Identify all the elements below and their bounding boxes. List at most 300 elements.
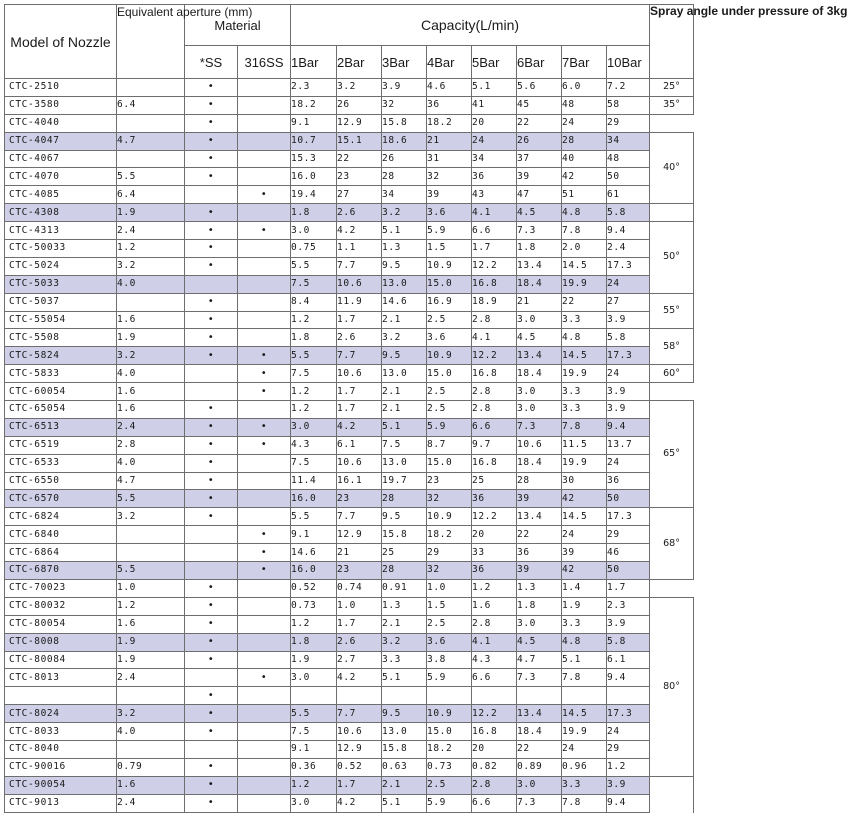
- capacity-cell: 2.8: [472, 615, 517, 633]
- capacity-cell: 1.6: [472, 597, 517, 615]
- capacity-cell: 0.63: [382, 758, 427, 776]
- capacity-cell: 3.3: [562, 776, 607, 794]
- capacity-cell: 3.9: [607, 615, 650, 633]
- model-header: Model of Nozzle: [5, 5, 117, 79]
- capacity-cell: 16.8: [472, 365, 517, 383]
- capacity-cell: 17.3: [607, 257, 650, 275]
- capacity-cell: 28: [382, 168, 427, 186]
- material-316ss-header: 316SS: [238, 46, 291, 79]
- capacity-cell: 4.2: [337, 222, 382, 240]
- model-cell: CTC-6840: [5, 526, 117, 544]
- spray-angle-cell: 68°: [650, 508, 694, 580]
- material-316ss-cell: [238, 490, 291, 508]
- capacity-cell: 21: [517, 293, 562, 311]
- capacity-cell: 11.9: [337, 293, 382, 311]
- capacity-cell: 5.1: [472, 79, 517, 97]
- capacity-cell: 2.7: [337, 651, 382, 669]
- material-316ss-cell: [238, 240, 291, 258]
- capacity-cell: 23: [337, 490, 382, 508]
- material-ss-header: *SS: [185, 46, 238, 79]
- table-row: [5, 132, 694, 150]
- table-row: [5, 204, 694, 222]
- table-row: [5, 257, 694, 275]
- capacity-cell: 9.1: [291, 526, 337, 544]
- capacity-cell: 13.4: [517, 705, 562, 723]
- aperture-cell: 3.2: [117, 257, 185, 275]
- capacity-cell: 32: [427, 490, 472, 508]
- capacity-cell: 43: [472, 186, 517, 204]
- capacity-cell: 3.0: [517, 383, 562, 401]
- capacity-cell: 1.4: [562, 579, 607, 597]
- capacity-cell: 32: [427, 562, 472, 580]
- capacity-cell: 5.9: [427, 222, 472, 240]
- capacity-cell: 5.1: [382, 222, 427, 240]
- material-316ss-cell: [238, 758, 291, 776]
- capacity-cell: [607, 687, 650, 705]
- capacity-cell: 12.9: [337, 740, 382, 758]
- aperture-header: Equivalent aperture (mm): [117, 5, 185, 79]
- capacity-cell: 28: [382, 562, 427, 580]
- capacity-cell: 4.8: [562, 329, 607, 347]
- capacity-cell: 15.8: [382, 526, 427, 544]
- table-row: [5, 526, 694, 544]
- capacity-cell: 1.7: [607, 579, 650, 597]
- capacity-cell: 7.5: [382, 436, 427, 454]
- material-ss-cell: •: [185, 114, 238, 132]
- capacity-cell: 23: [337, 562, 382, 580]
- capacity-cell: 1.0: [337, 597, 382, 615]
- material-316ss-cell: [238, 472, 291, 490]
- aperture-cell: 4.0: [117, 454, 185, 472]
- nozzle-spec-table: [4, 4, 847, 813]
- capacity-cell: 1.2: [291, 615, 337, 633]
- capacity-cell: 24: [607, 454, 650, 472]
- capacity-cell: 7.8: [562, 418, 607, 436]
- pressure-header: 7Bar: [562, 46, 607, 79]
- capacity-cell: 3.0: [291, 418, 337, 436]
- material-ss-cell: [185, 275, 238, 293]
- aperture-cell: [117, 114, 185, 132]
- aperture-cell: [117, 544, 185, 562]
- aperture-cell: 1.2: [117, 597, 185, 615]
- aperture-cell: 2.8: [117, 436, 185, 454]
- capacity-cell: 18.4: [517, 723, 562, 741]
- material-ss-cell: •: [185, 293, 238, 311]
- aperture-cell: 1.9: [117, 329, 185, 347]
- capacity-cell: 0.75: [291, 240, 337, 258]
- material-ss-cell: •: [185, 79, 238, 97]
- material-316ss-cell: [238, 114, 291, 132]
- capacity-cell: 11.4: [291, 472, 337, 490]
- capacity-cell: 9.1: [291, 740, 337, 758]
- capacity-cell: 0.36: [291, 758, 337, 776]
- capacity-cell: 29: [607, 114, 650, 132]
- aperture-cell: 6.4: [117, 96, 185, 114]
- table-row: [5, 472, 694, 490]
- material-316ss-cell: [238, 96, 291, 114]
- capacity-cell: 3.2: [382, 329, 427, 347]
- capacity-cell: 23: [427, 472, 472, 490]
- model-cell: CTC-6824: [5, 508, 117, 526]
- material-ss-cell: •: [185, 436, 238, 454]
- capacity-cell: 2.6: [337, 633, 382, 651]
- capacity-cell: 5.1: [382, 794, 427, 812]
- material-ss-cell: •: [185, 705, 238, 723]
- material-316ss-cell: [238, 257, 291, 275]
- capacity-cell: 18.4: [517, 275, 562, 293]
- capacity-cell: 1.8: [291, 329, 337, 347]
- material-ss-cell: •: [185, 150, 238, 168]
- table-row: [5, 544, 694, 562]
- capacity-cell: 22: [517, 114, 562, 132]
- capacity-cell: 61: [607, 186, 650, 204]
- capacity-cell: 12.2: [472, 705, 517, 723]
- material-316ss-cell: [238, 508, 291, 526]
- capacity-cell: 9.4: [607, 418, 650, 436]
- table-row: [5, 669, 694, 687]
- capacity-cell: [472, 687, 517, 705]
- material-ss-cell: •: [185, 418, 238, 436]
- capacity-cell: 26: [337, 96, 382, 114]
- model-cell: CTC-8033: [5, 723, 117, 741]
- capacity-cell: 12.2: [472, 347, 517, 365]
- aperture-cell: 5.5: [117, 168, 185, 186]
- material-ss-cell: [185, 669, 238, 687]
- capacity-cell: 1.8: [291, 204, 337, 222]
- capacity-cell: 3.0: [517, 401, 562, 419]
- capacity-cell: 4.8: [562, 633, 607, 651]
- material-ss-cell: •: [185, 311, 238, 329]
- capacity-cell: 7.7: [337, 347, 382, 365]
- capacity-cell: 1.7: [472, 240, 517, 258]
- capacity-cell: 9.5: [382, 257, 427, 275]
- capacity-cell: 36: [607, 472, 650, 490]
- aperture-cell: 4.0: [117, 723, 185, 741]
- aperture-cell: 6.4: [117, 186, 185, 204]
- capacity-cell: 13.4: [517, 347, 562, 365]
- material-316ss-cell: [238, 311, 291, 329]
- material-ss-cell: [185, 383, 238, 401]
- model-cell: CTC-3580: [5, 96, 117, 114]
- capacity-cell: 4.7: [517, 651, 562, 669]
- capacity-cell: 4.1: [472, 633, 517, 651]
- model-cell: CTC-2510: [5, 79, 117, 97]
- aperture-cell: 4.0: [117, 365, 185, 383]
- aperture-cell: 4.7: [117, 472, 185, 490]
- capacity-cell: 13.0: [382, 454, 427, 472]
- capacity-cell: 1.9: [562, 597, 607, 615]
- model-cell: CTC-5037: [5, 293, 117, 311]
- capacity-cell: 13.0: [382, 365, 427, 383]
- capacity-cell: 24: [562, 526, 607, 544]
- capacity-cell: 15.3: [291, 150, 337, 168]
- capacity-cell: 18.2: [427, 114, 472, 132]
- capacity-cell: 46: [607, 544, 650, 562]
- capacity-cell: 22: [517, 740, 562, 758]
- capacity-cell: 32: [382, 96, 427, 114]
- capacity-cell: 24: [607, 275, 650, 293]
- capacity-cell: 39: [517, 562, 562, 580]
- material-316ss-cell: •: [238, 436, 291, 454]
- material-316ss-cell: [238, 329, 291, 347]
- capacity-cell: 1.1: [337, 240, 382, 258]
- pressure-header: 10Bar: [607, 46, 650, 79]
- table-row: [5, 186, 694, 204]
- capacity-cell: 2.5: [427, 311, 472, 329]
- capacity-cell: 9.1: [291, 114, 337, 132]
- capacity-cell: 50: [607, 490, 650, 508]
- capacity-cell: 22: [337, 150, 382, 168]
- capacity-cell: 4.5: [517, 329, 562, 347]
- capacity-cell: 2.1: [382, 776, 427, 794]
- capacity-cell: 1.7: [337, 615, 382, 633]
- capacity-cell: 5.5: [291, 508, 337, 526]
- aperture-cell: 1.6: [117, 383, 185, 401]
- table-row: [5, 597, 694, 615]
- capacity-cell: 8.4: [291, 293, 337, 311]
- capacity-cell: 39: [517, 490, 562, 508]
- aperture-cell: [117, 150, 185, 168]
- capacity-cell: 26: [382, 150, 427, 168]
- material-316ss-cell: [238, 204, 291, 222]
- capacity-cell: 14.5: [562, 257, 607, 275]
- capacity-cell: 3.0: [291, 794, 337, 812]
- table-row: [5, 293, 694, 311]
- capacity-cell: 0.89: [517, 758, 562, 776]
- spray-angle-cell: 60°: [650, 365, 694, 383]
- capacity-cell: 1.2: [472, 579, 517, 597]
- material-316ss-cell: [238, 723, 291, 741]
- capacity-cell: 10.9: [427, 508, 472, 526]
- table-row: [5, 96, 694, 114]
- capacity-cell: 39: [427, 186, 472, 204]
- model-cell: CTC-65054: [5, 401, 117, 419]
- pressure-header: 1Bar: [291, 46, 337, 79]
- capacity-cell: 41: [472, 96, 517, 114]
- capacity-cell: 3.2: [382, 204, 427, 222]
- capacity-cell: 10.6: [337, 275, 382, 293]
- capacity-cell: 15.0: [427, 365, 472, 383]
- material-316ss-cell: [238, 776, 291, 794]
- capacity-cell: 33: [472, 544, 517, 562]
- spray-angle-cell: 65°: [650, 401, 694, 508]
- capacity-cell: 18.2: [427, 740, 472, 758]
- aperture-cell: [117, 526, 185, 544]
- capacity-cell: 7.8: [562, 794, 607, 812]
- capacity-cell: 1.8: [517, 240, 562, 258]
- model-cell: CTC-6533: [5, 454, 117, 472]
- material-ss-cell: •: [185, 615, 238, 633]
- table-row: [5, 168, 694, 186]
- model-cell: CTC-4047: [5, 132, 117, 150]
- capacity-cell: 2.4: [607, 240, 650, 258]
- material-ss-cell: •: [185, 401, 238, 419]
- capacity-cell: 14.5: [562, 508, 607, 526]
- material-ss-cell: •: [185, 597, 238, 615]
- capacity-cell: 7.5: [291, 365, 337, 383]
- model-cell: CTC-6550: [5, 472, 117, 490]
- table-row: [5, 794, 694, 812]
- capacity-cell: 5.5: [291, 347, 337, 365]
- model-cell: CTC-8040: [5, 740, 117, 758]
- capacity-cell: 4.2: [337, 794, 382, 812]
- capacity-cell: 6.6: [472, 669, 517, 687]
- capacity-cell: 0.96: [562, 758, 607, 776]
- spec-table-wrapper: [4, 4, 847, 813]
- material-ss-cell: [185, 544, 238, 562]
- pressure-header: 3Bar: [382, 46, 427, 79]
- material-316ss-cell: [238, 579, 291, 597]
- capacity-cell: [562, 687, 607, 705]
- capacity-cell: 27: [607, 293, 650, 311]
- capacity-cell: 5.9: [427, 669, 472, 687]
- material-316ss-cell: [238, 597, 291, 615]
- capacity-cell: 19.7: [382, 472, 427, 490]
- capacity-cell: 14.6: [382, 293, 427, 311]
- capacity-cell: 13.4: [517, 257, 562, 275]
- model-cell: CTC-4067: [5, 150, 117, 168]
- model-cell: CTC-55054: [5, 311, 117, 329]
- aperture-cell: 1.2: [117, 240, 185, 258]
- spray-angle-cell: 35°: [650, 96, 694, 114]
- aperture-cell: 1.0: [117, 579, 185, 597]
- capacity-cell: 12.9: [337, 526, 382, 544]
- capacity-cell: 45: [517, 96, 562, 114]
- capacity-cell: 13.0: [382, 723, 427, 741]
- capacity-cell: 42: [562, 168, 607, 186]
- capacity-cell: 3.0: [291, 222, 337, 240]
- capacity-cell: 40: [562, 150, 607, 168]
- capacity-cell: 22: [562, 293, 607, 311]
- capacity-cell: 24: [562, 740, 607, 758]
- material-ss-cell: •: [185, 168, 238, 186]
- model-cell: CTC-6864: [5, 544, 117, 562]
- capacity-cell: 3.6: [427, 329, 472, 347]
- table-row: [5, 490, 694, 508]
- capacity-cell: 19.9: [562, 365, 607, 383]
- material-ss-cell: •: [185, 222, 238, 240]
- capacity-cell: 9.7: [472, 436, 517, 454]
- material-316ss-cell: •: [238, 544, 291, 562]
- capacity-cell: 7.5: [291, 275, 337, 293]
- material-316ss-cell: [238, 275, 291, 293]
- capacity-cell: 2.6: [337, 329, 382, 347]
- capacity-cell: 3.6: [427, 633, 472, 651]
- capacity-cell: 12.9: [337, 114, 382, 132]
- material-ss-cell: •: [185, 257, 238, 275]
- table-row: [5, 114, 694, 132]
- capacity-cell: 1.3: [382, 240, 427, 258]
- table-row: [5, 651, 694, 669]
- capacity-cell: 3.3: [382, 651, 427, 669]
- model-cell: CTC-90054: [5, 776, 117, 794]
- table-row: [5, 454, 694, 472]
- capacity-cell: 6.0: [562, 79, 607, 97]
- model-cell: CTC-6570: [5, 490, 117, 508]
- capacity-cell: 13.7: [607, 436, 650, 454]
- aperture-cell: 2.4: [117, 222, 185, 240]
- table-row: [5, 79, 694, 97]
- capacity-cell: 1.2: [291, 383, 337, 401]
- material-316ss-cell: •: [238, 669, 291, 687]
- capacity-cell: 1.7: [337, 776, 382, 794]
- model-cell: CTC-8024: [5, 705, 117, 723]
- capacity-cell: 9.4: [607, 669, 650, 687]
- capacity-cell: 0.73: [291, 597, 337, 615]
- material-ss-cell: •: [185, 794, 238, 812]
- capacity-cell: 7.7: [337, 257, 382, 275]
- capacity-cell: 16.8: [472, 723, 517, 741]
- model-cell: CTC-4313: [5, 222, 117, 240]
- capacity-cell: 16.8: [472, 454, 517, 472]
- capacity-cell: 1.2: [607, 758, 650, 776]
- capacity-cell: [382, 687, 427, 705]
- table-row: [5, 347, 694, 365]
- capacity-cell: 37: [517, 150, 562, 168]
- capacity-cell: 2.1: [382, 615, 427, 633]
- material-316ss-cell: [238, 454, 291, 472]
- aperture-cell: 0.79: [117, 758, 185, 776]
- capacity-cell: 10.7: [291, 132, 337, 150]
- spray-angle-header: Spray angle under pressure of 3kg: [650, 5, 694, 79]
- spray-angle-cell: 58°: [650, 329, 694, 365]
- model-cell: CTC-6870: [5, 562, 117, 580]
- capacity-cell: 14.5: [562, 705, 607, 723]
- capacity-cell: 20: [472, 740, 517, 758]
- aperture-cell: 3.2: [117, 347, 185, 365]
- aperture-cell: 2.4: [117, 418, 185, 436]
- capacity-cell: 3.9: [607, 383, 650, 401]
- capacity-cell: 1.2: [291, 311, 337, 329]
- capacity-cell: 12.2: [472, 508, 517, 526]
- capacity-cell: 9.5: [382, 347, 427, 365]
- capacity-cell: 0.73: [427, 758, 472, 776]
- aperture-cell: 1.6: [117, 401, 185, 419]
- table-row: [5, 758, 694, 776]
- aperture-cell: 1.9: [117, 651, 185, 669]
- capacity-cell: 5.1: [382, 669, 427, 687]
- table-row: [5, 633, 694, 651]
- capacity-cell: 15.8: [382, 740, 427, 758]
- capacity-cell: 4.8: [562, 204, 607, 222]
- material-ss-cell: [185, 365, 238, 383]
- capacity-cell: 5.5: [291, 705, 337, 723]
- table-row: [5, 740, 694, 758]
- capacity-cell: 10.9: [427, 705, 472, 723]
- spray-angle-cell: 50°: [650, 222, 694, 294]
- capacity-cell: 1.7: [337, 383, 382, 401]
- capacity-cell: [427, 687, 472, 705]
- material-ss-cell: [185, 740, 238, 758]
- capacity-cell: 2.5: [427, 401, 472, 419]
- capacity-cell: 31: [427, 150, 472, 168]
- material-316ss-cell: [238, 687, 291, 705]
- capacity-cell: 2.8: [472, 776, 517, 794]
- material-ss-cell: •: [185, 240, 238, 258]
- capacity-cell: 2.5: [427, 383, 472, 401]
- model-cell: CTC-5033: [5, 275, 117, 293]
- capacity-cell: 10.6: [337, 723, 382, 741]
- capacity-cell: 22: [517, 526, 562, 544]
- material-ss-cell: •: [185, 490, 238, 508]
- capacity-cell: 25: [382, 544, 427, 562]
- capacity-cell: 4.2: [337, 669, 382, 687]
- model-cell: CTC-5024: [5, 257, 117, 275]
- table-row: [5, 150, 694, 168]
- capacity-cell: 24: [472, 132, 517, 150]
- material-316ss-cell: [238, 651, 291, 669]
- capacity-cell: 7.5: [291, 723, 337, 741]
